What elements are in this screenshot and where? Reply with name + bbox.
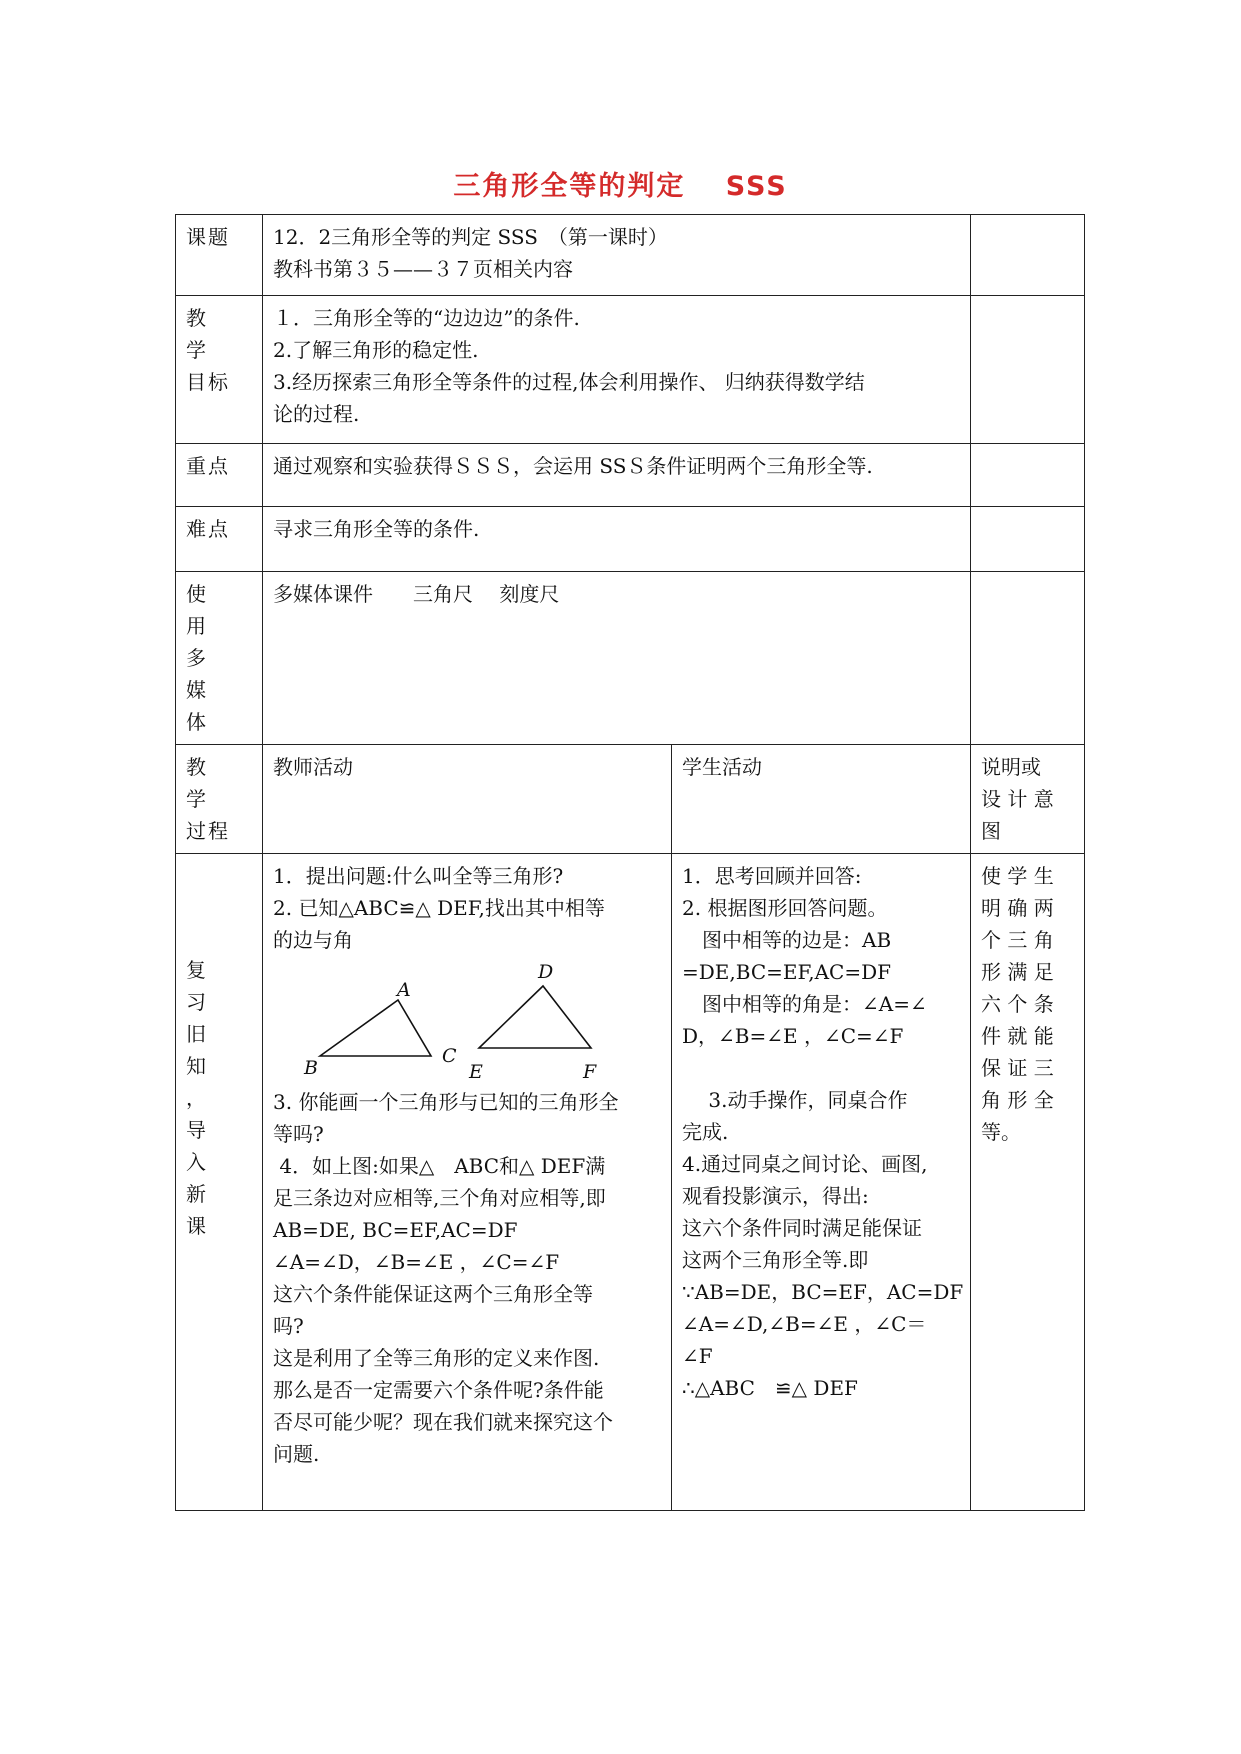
difficulty-note <box>971 507 1085 572</box>
review-design-intent: 使 学 生 明 确 两 个 三 角 形 满 足 六 个 条 件 就 能 保 证 三 角 形 全 等。 <box>971 854 1085 1511</box>
media-note <box>971 572 1085 745</box>
vertex-f-label: F <box>583 1061 597 1083</box>
lesson-plan-table <box>175 214 1085 1511</box>
vertex-c-label: C <box>442 1045 457 1067</box>
objectives-content: １．三角形全等的“边边边”的条件. 2.了解三角形的稳定性. 3.经历探索三角形全等条件的过程,体会利用操作、 归纳获得数学结 论的过程. <box>263 296 971 444</box>
key-point-note <box>971 444 1085 507</box>
design-intent-header: 说明或 设 计 意 图 <box>971 745 1085 854</box>
page-title: 三角形全等的判定 SSS <box>453 171 788 202</box>
triangle-def <box>479 986 591 1048</box>
difficulty-content: 寻求三角形全等的条件. <box>263 507 971 572</box>
key-point-content: 通过观察和实验获得ＳＳＳ，会运用 SSＳ条件证明两个三角形全等. <box>263 444 971 507</box>
triangle-abc <box>320 1000 431 1056</box>
vertex-b-label: B <box>304 1057 318 1079</box>
row-topic <box>176 215 1085 296</box>
difficulty-label: 难点 <box>176 507 263 572</box>
vertex-a-label: A <box>397 979 411 1001</box>
topic-label: 课题 <box>176 215 263 296</box>
media-label: 使 用 多 媒 体 <box>176 572 263 745</box>
objectives-label: 教 学 目标 <box>176 296 263 444</box>
teacher-activity-header: 教师活动 <box>263 745 672 854</box>
key-point-label: 重点 <box>176 444 263 507</box>
triangle-figure <box>273 956 661 1086</box>
student-activity-header: 学生活动 <box>672 745 971 854</box>
vertex-d-label: D <box>538 961 554 983</box>
row-media <box>176 572 1085 745</box>
row-review <box>176 854 1085 1511</box>
triangle-diagram <box>273 956 663 1086</box>
row-process-header <box>176 745 1085 854</box>
topic-content: 12．2三角形全等的判定 SSS （第一课时） 教科书第３５——３７页相关内容 <box>263 215 971 296</box>
row-objectives <box>176 296 1085 444</box>
process-label: 教 学 过程 <box>176 745 263 854</box>
media-content: 多媒体课件 三角尺 刻度尺 <box>263 572 971 745</box>
review-teacher-activity: 1．提出问题:什么叫全等三角形? 2. 已知△ABC≌△ DEF,找出其中相等 的边与角 A B C D E F 3. 你能画一个三角形与已知的三角形全 等吗? 4．如上图:如果△ ABC和△ DEF满 足三条边对应相等,三个角对应相等,即 AB=DE, BC=EF,AC=DF ∠A=∠D，∠B=∠E ，∠C=∠F 这六个条件能保证这两个三角形全等 吗? 这是利用了全等三角形的定义来作图. 那么是否一定需要六个条件呢?条件能 否尽可能少呢？现在我们就来探究这个 问题. <box>263 854 672 1511</box>
vertex-e-label: E <box>469 1061 483 1083</box>
objectives-note <box>971 296 1085 444</box>
review-label: 复 习 旧 知 ， 导 入 新 课 <box>176 854 263 1511</box>
row-difficulty <box>176 507 1085 572</box>
review-student-activity: 1．思考回顾并回答: 2. 根据图形回答问题。 图中相等的边是：AB =DE,BC=EF,AC=DF 图中相等的角是：∠A=∠ D，∠B=∠E ，∠C=∠F 3.动手操作，同桌合作 完成. 4.通过同桌之间讨论、画图, 观看投影演示，得出: 这六个条件同时满足能保证 这两个三角形全等.即 ∵AB=DE，BC=EF，AC=DF ∠A=∠D,∠B=∠E ，∠C＝ ∠F ∴△ABC ≌△ DEF <box>672 854 971 1511</box>
row-key-point <box>176 444 1085 507</box>
topic-note <box>971 215 1085 296</box>
